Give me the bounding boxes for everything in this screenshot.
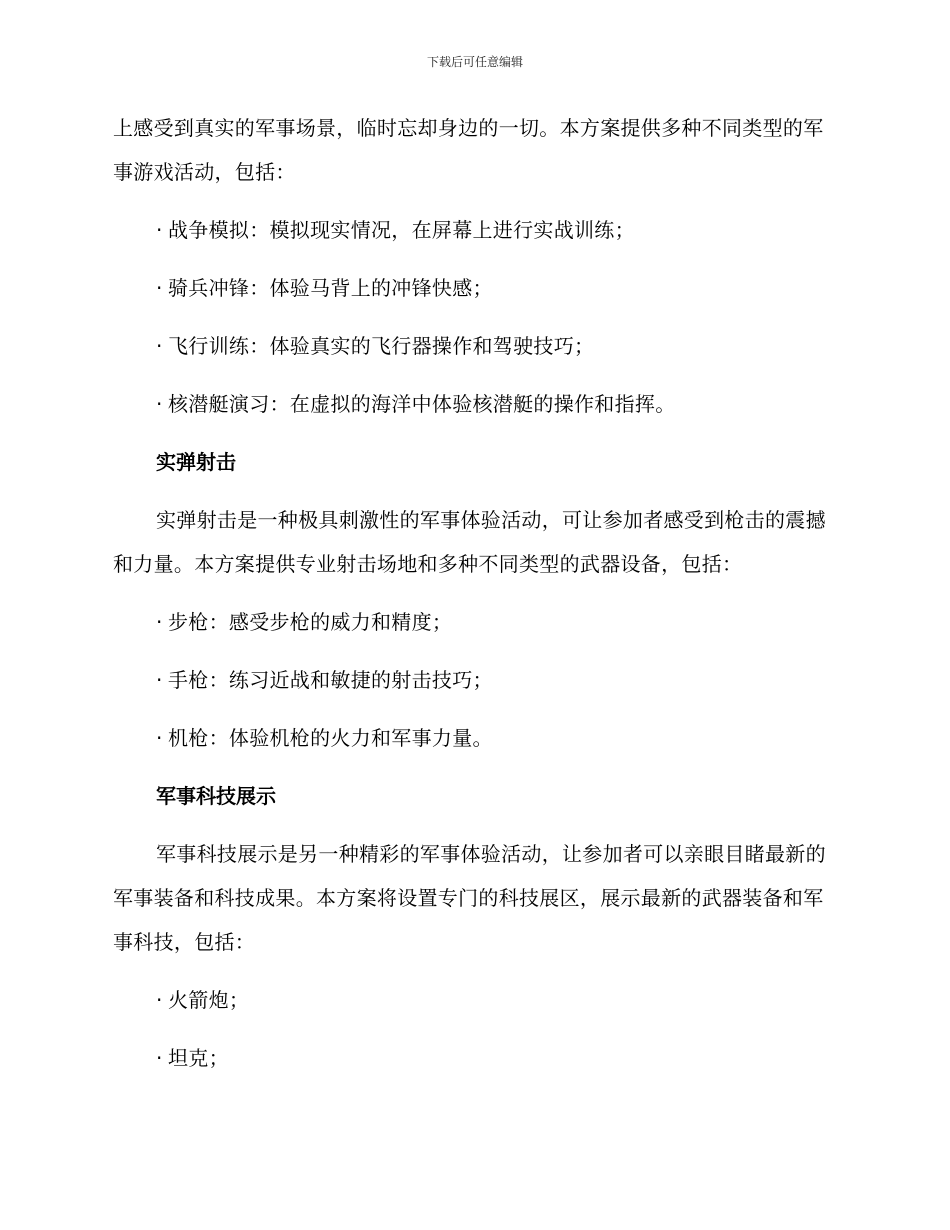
list-item [113, 266, 838, 310]
list-item [113, 208, 838, 252]
list-item-text: 火箭炮； [168, 988, 250, 1012]
tech-paragraph: 军事科技展示是另一种精彩的军事体验活动，让参加者可以亲眼目睹最新的军事装备和科技成果。本方案将设置专门的科技展区，展示最新的武器装备和军事科技，包括： [113, 842, 826, 954]
shooting-paragraph: 实弹射击是一种极具刺激性的军事体验活动，可让参加者感受到枪击的震撼和力量。本方案提供专业射击场地和多种不同类型的武器设备，包括： [113, 508, 826, 576]
tech-exhibit-list [113, 978, 838, 1080]
bullet-icon: · [156, 726, 163, 750]
list-item [113, 1036, 838, 1080]
bullet-icon: · [156, 988, 163, 1012]
list-item-text: 手枪：练习近战和敏捷的射击技巧； [168, 668, 493, 692]
list-item-text: 机枪：体验机枪的火力和军事力量。 [168, 726, 493, 750]
list-item-text: 飞行训练：体验真实的飞行器操作和驾驶技巧； [168, 334, 595, 358]
intro-paragraph: 上感受到真实的军事场景，临时忘却身边的一切。本方案提供多种不同类型的军事游戏活动，包括： [113, 116, 824, 184]
bullet-icon: · [156, 276, 163, 300]
bullet-icon: · [156, 668, 163, 692]
section-heading-shooting: 实弹射击 [156, 450, 236, 474]
list-item [113, 978, 838, 1022]
list-item-text: 战争模拟：模拟现实情况，在屏幕上进行实战训练； [168, 218, 635, 242]
bullet-icon: · [156, 334, 163, 358]
list-item [113, 658, 838, 702]
list-item [113, 324, 838, 368]
list-item [113, 382, 838, 426]
game-activity-list [113, 208, 838, 426]
page-header-note: 下载后可任意编辑 [426, 55, 523, 69]
bullet-icon: · [156, 392, 163, 416]
document-body [113, 106, 838, 1080]
bullet-icon: · [156, 1046, 163, 1070]
bullet-icon: · [156, 218, 163, 242]
list-item-text: 骑兵冲锋：体验马背上的冲锋快感； [168, 276, 493, 300]
list-item-text: 坦克； [168, 1046, 229, 1070]
bullet-icon: · [156, 610, 163, 634]
list-item-text: 步枪：感受步枪的威力和精度； [168, 610, 453, 634]
section-heading-tech: 军事科技展示 [156, 784, 276, 808]
list-item [113, 600, 838, 644]
list-item [113, 716, 838, 760]
weapon-list [113, 600, 838, 760]
list-item-text: 核潜艇演习：在虚拟的海洋中体验核潜艇的操作和指挥。 [168, 392, 676, 416]
